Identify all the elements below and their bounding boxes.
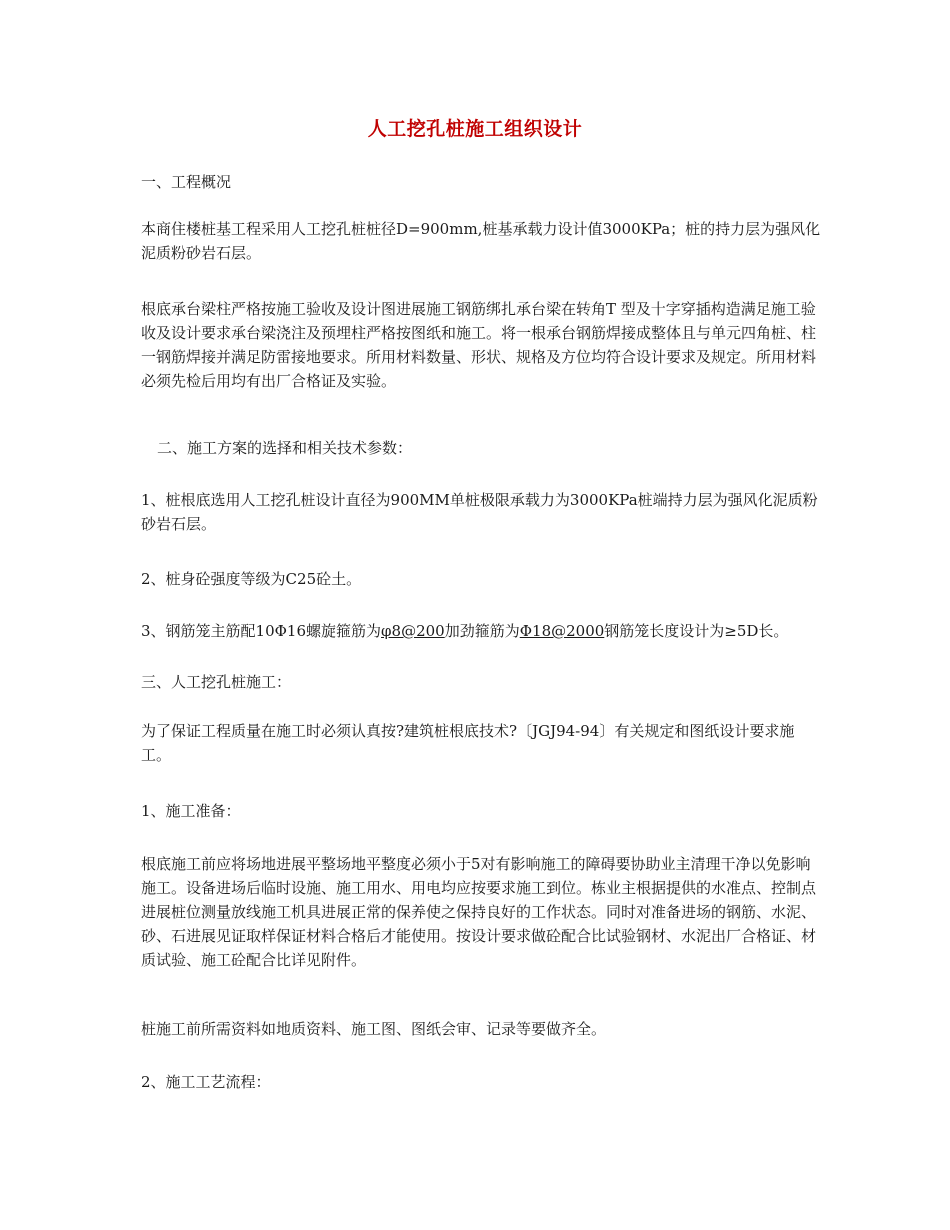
- item-3-text-c: 加劲箍筋为: [444, 622, 520, 640]
- section-3-subheading-2: 2、施工工艺流程：: [141, 1073, 271, 1091]
- document-title: 人工挖孔桩施工组织设计: [367, 118, 583, 140]
- item-3-spiral-stirrup-spec: φ8@200: [381, 622, 445, 640]
- section-3-paragraph-3: 桩施工前所需资料如地质资料、施工图、图纸会审、记录等要做齐全。: [141, 1020, 607, 1038]
- section-2-item-2: 2、桩身砼强度等级为C25砼土。: [141, 570, 362, 588]
- item-3-stiffening-stirrup-spec: Φ18@2000: [519, 622, 605, 640]
- section-3-heading: 三、人工挖孔桩施工：: [141, 673, 292, 691]
- section-1-heading: 一、工程概况: [141, 173, 232, 191]
- section-1-paragraph-2: 根底承台梁柱严格按施工验收及设计图进展施工钢筋绑扎承台梁在转角T 型及十字穿插构造满足施工验收及设计要求承台梁浇注及预埋柱严格按图纸和施工。将一根承台钢筋焊接成整体且与单元四角桩、柱一钢筋焊接并满足防雷接地要求。所用材料数量、形状、规格及方位均符合设计要求及规定。所用材料必须先检后用均有出厂合格证及实验。: [141, 300, 817, 390]
- item-3-text-e: 钢筋笼长度设计为≥5D长。: [604, 622, 789, 640]
- section-3-paragraph-1: 为了保证工程质量在施工时必须认真按?建筑桩根底技术?〔JGJ94-94〕有关规定和图纸设计要求施工。: [141, 722, 795, 764]
- section-1-paragraph-1: 本商住楼桩基工程采用人工挖孔桩桩径D=900mm,桩基承载力设计值3000KPa；桩的持力层为强风化泥质粉砂岩石层。: [141, 220, 821, 262]
- section-2-heading: 二、施工方案的选择和相关技术参数：: [157, 439, 413, 457]
- section-2-item-1: 1、桩根底选用人工挖孔桩设计直径为900MM单桩极限承载力为3000KPa桩端持力层为强风化泥质粉砂岩石层。: [141, 491, 818, 533]
- section-3-subheading-1: 1、施工准备：: [141, 802, 241, 820]
- section-2-item-3: [141, 619, 831, 643]
- section-3-paragraph-2: 根底施工前应将场地进展平整场地平整度必须小于5对有影响施工的障碍要协助业主清理干净以免影响施工。设备进场后临时设施、施工用水、用电均应按要求施工到位。栋业主根据提供的水准点、控制点进展桩位测量放线施工机具进展正常的保养使之保持良好的工作状态。同时对准备进场的钢筋、水泥、砂、石进展见证取样保证材料合格后才能使用。按设计要求做砼配合比试验钢材、水泥出厂合格证、材质试验、施工砼配合比详见附件。: [141, 855, 817, 969]
- item-3-text-a: 3、钢筋笼主筋配10Φ16螺旋箍筋为: [141, 622, 382, 640]
